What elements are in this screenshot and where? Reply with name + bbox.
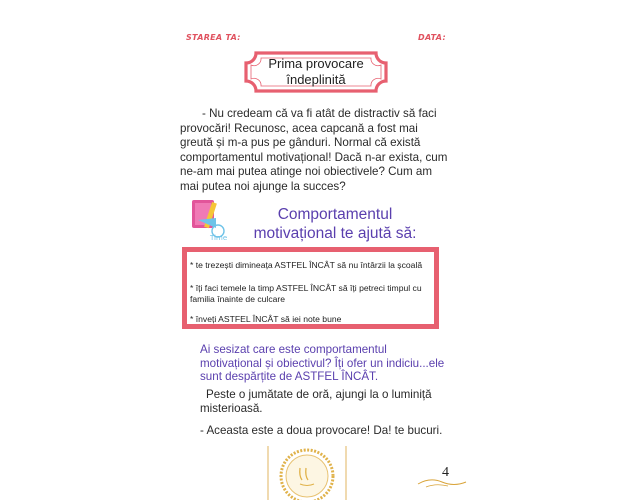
list-item: * înveți ASTFEL ÎNCÂT să iei note bune [190, 314, 342, 324]
list-item: * îți faci temele la timp ASTFEL ÎNCÂT să îți petreci timpul cu familia înainte de culcare [190, 283, 422, 304]
hint-question: Ai sesizat care este comportamentul motivațional și obiectivul? Îți ofer un indiciu...ele sunt despărțite de ASTFEL ÎNCÂT. [200, 343, 445, 384]
swirl-ornament-icon [416, 476, 468, 490]
light-illustration [262, 446, 352, 500]
page-number: 4 [442, 465, 449, 480]
list-item: * te trezești dimineața ASTFEL ÎNCÂT să nu întârzii la școală [190, 260, 423, 270]
mood-label: STAREA TA: [186, 33, 241, 42]
section-heading-line1: Comportamentul [277, 206, 393, 223]
notebook-icon [188, 198, 236, 242]
intro-paragraph: - Nu credeam că va fi atât de distractiv să faci provocări! Recunosc, acea capcană a fost mai greută și m-a pus pe gânduri. Normal că există comportamentul motivațional! Dacă n-ar exista, cum ne-am mai putea atinge noi obiectivele? Cum am mai putea noi ajunge la succes? [180, 107, 448, 193]
paragraph-light: Peste o jumătate de oră, ajungi la o luminiță misterioasă. [200, 388, 432, 415]
page-title-line2: îndeplinită [286, 72, 346, 87]
date-label: DATA: [418, 33, 446, 42]
notebook-icon-text: Time [210, 234, 228, 242]
section-heading [245, 205, 425, 243]
paragraph-challenge: - Aceasta este a doua provocare! Da! te bucuri. [200, 424, 443, 437]
page-title-line1: Prima provocare [268, 56, 364, 71]
page-title [244, 56, 388, 88]
section-heading-line2: motivațional te ajută să: [253, 225, 417, 242]
